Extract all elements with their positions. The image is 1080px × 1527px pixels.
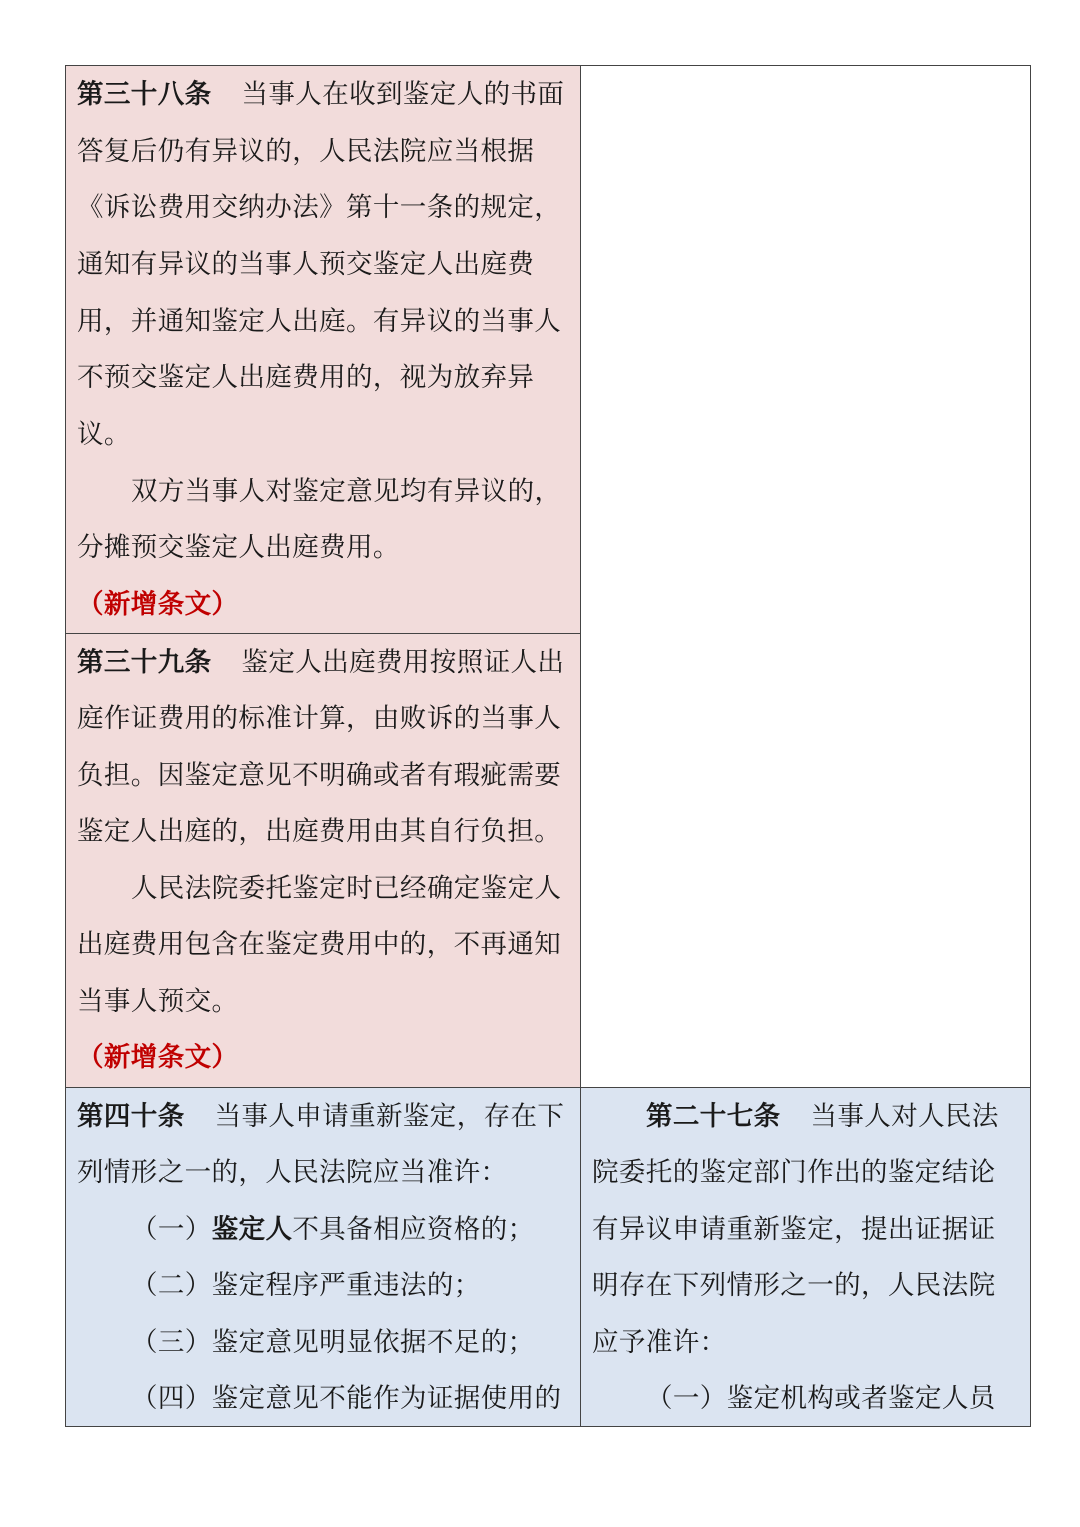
old-article-27-line-2: 院委托的鉴定部门作出的鉴定结论 [592,1157,996,1188]
article-40-line-1: 第四十条 当事人申请重新鉴定，存在下 [77,1101,565,1132]
article-39-line-7: 当事人预交。 [77,986,239,1017]
article-40-emphasis: 鉴定人 [211,1214,293,1245]
article-39-cell [66,634,580,1087]
article-40-item-2: （二）鉴定程序严重违法的； [131,1270,481,1301]
article-38-new-tag: （新增条文） [77,589,239,620]
empty-cell-top-right [581,66,1030,1087]
article-38-line-5: 用，并通知鉴定人出庭。有异议的当事人 [77,306,562,337]
article-40-item-3: （三）鉴定意见明显依据不足的； [131,1327,535,1358]
article-38-line-2: 答复后仍有异议的，人民法院应当根据 [77,136,535,167]
article-39-line-2: 庭作证费用的标准计算，由败诉的当事人 [77,703,562,734]
article-40-line-2: 列情形之一的，人民法院应当准许： [77,1157,508,1188]
article-39-line-5: 人民法院委托鉴定时已经确定鉴定人 [131,873,562,904]
article-39-line-4: 鉴定人出庭的，出庭费用由其自行负担。 [77,816,562,847]
article-40-item-4: （四）鉴定意见不能作为证据使用的 [131,1383,562,1414]
article-39-line-3: 负担。因鉴定意见不明确或者有瑕疵需要 [77,760,562,791]
column-divider [580,66,581,1426]
old-article-27-line-4: 明存在下列情形之一的，人民法院 [592,1270,996,1301]
article-38-line-3: 《诉讼费用交纳办法》第十一条的规定， [77,192,562,223]
article-39-new-tag: （新增条文） [77,1042,239,1073]
article-38-heading: 第三十八条 [77,79,212,110]
article-38-line-8: 双方当事人对鉴定意见均有异议的， [131,476,562,507]
row-divider-2 [66,1087,1030,1088]
old-article-27-item-1: （一）鉴定机构或者鉴定人员 [646,1383,996,1414]
article-39-heading: 第三十九条 [77,647,212,678]
article-40-cell [66,1088,580,1426]
old-article-27-line-5: 应予准许： [592,1327,727,1358]
article-40-item-1: （一）鉴定人不具备相应资格的； [131,1214,535,1245]
article-38-line-7: 议。 [77,419,131,450]
article-38-cell [66,66,580,633]
article-38-line-4: 通知有异议的当事人预交鉴定人出庭费 [77,249,535,280]
article-38-line-6: 不预交鉴定人出庭费用的，视为放弃异 [77,362,535,393]
comparison-table [65,65,1031,1427]
old-article-27-cell [581,1088,1030,1426]
row-divider-1 [66,633,580,634]
article-38-line-9: 分摊预交鉴定人出庭费用。 [77,532,400,563]
old-article-27-heading: 第二十七条 [646,1101,781,1132]
article-39-line-6: 出庭费用包含在鉴定费用中的，不再通知 [77,929,562,960]
article-38-line-1: 第三十八条 当事人在收到鉴定人的书面 [77,79,565,110]
old-article-27-line-3: 有异议申请重新鉴定，提出证据证 [592,1214,996,1245]
article-40-heading: 第四十条 [77,1101,185,1132]
old-article-27-line-1: 第二十七条 当事人对人民法 [646,1101,999,1132]
article-39-line-1: 第三十九条 鉴定人出庭费用按照证人出 [77,647,565,678]
